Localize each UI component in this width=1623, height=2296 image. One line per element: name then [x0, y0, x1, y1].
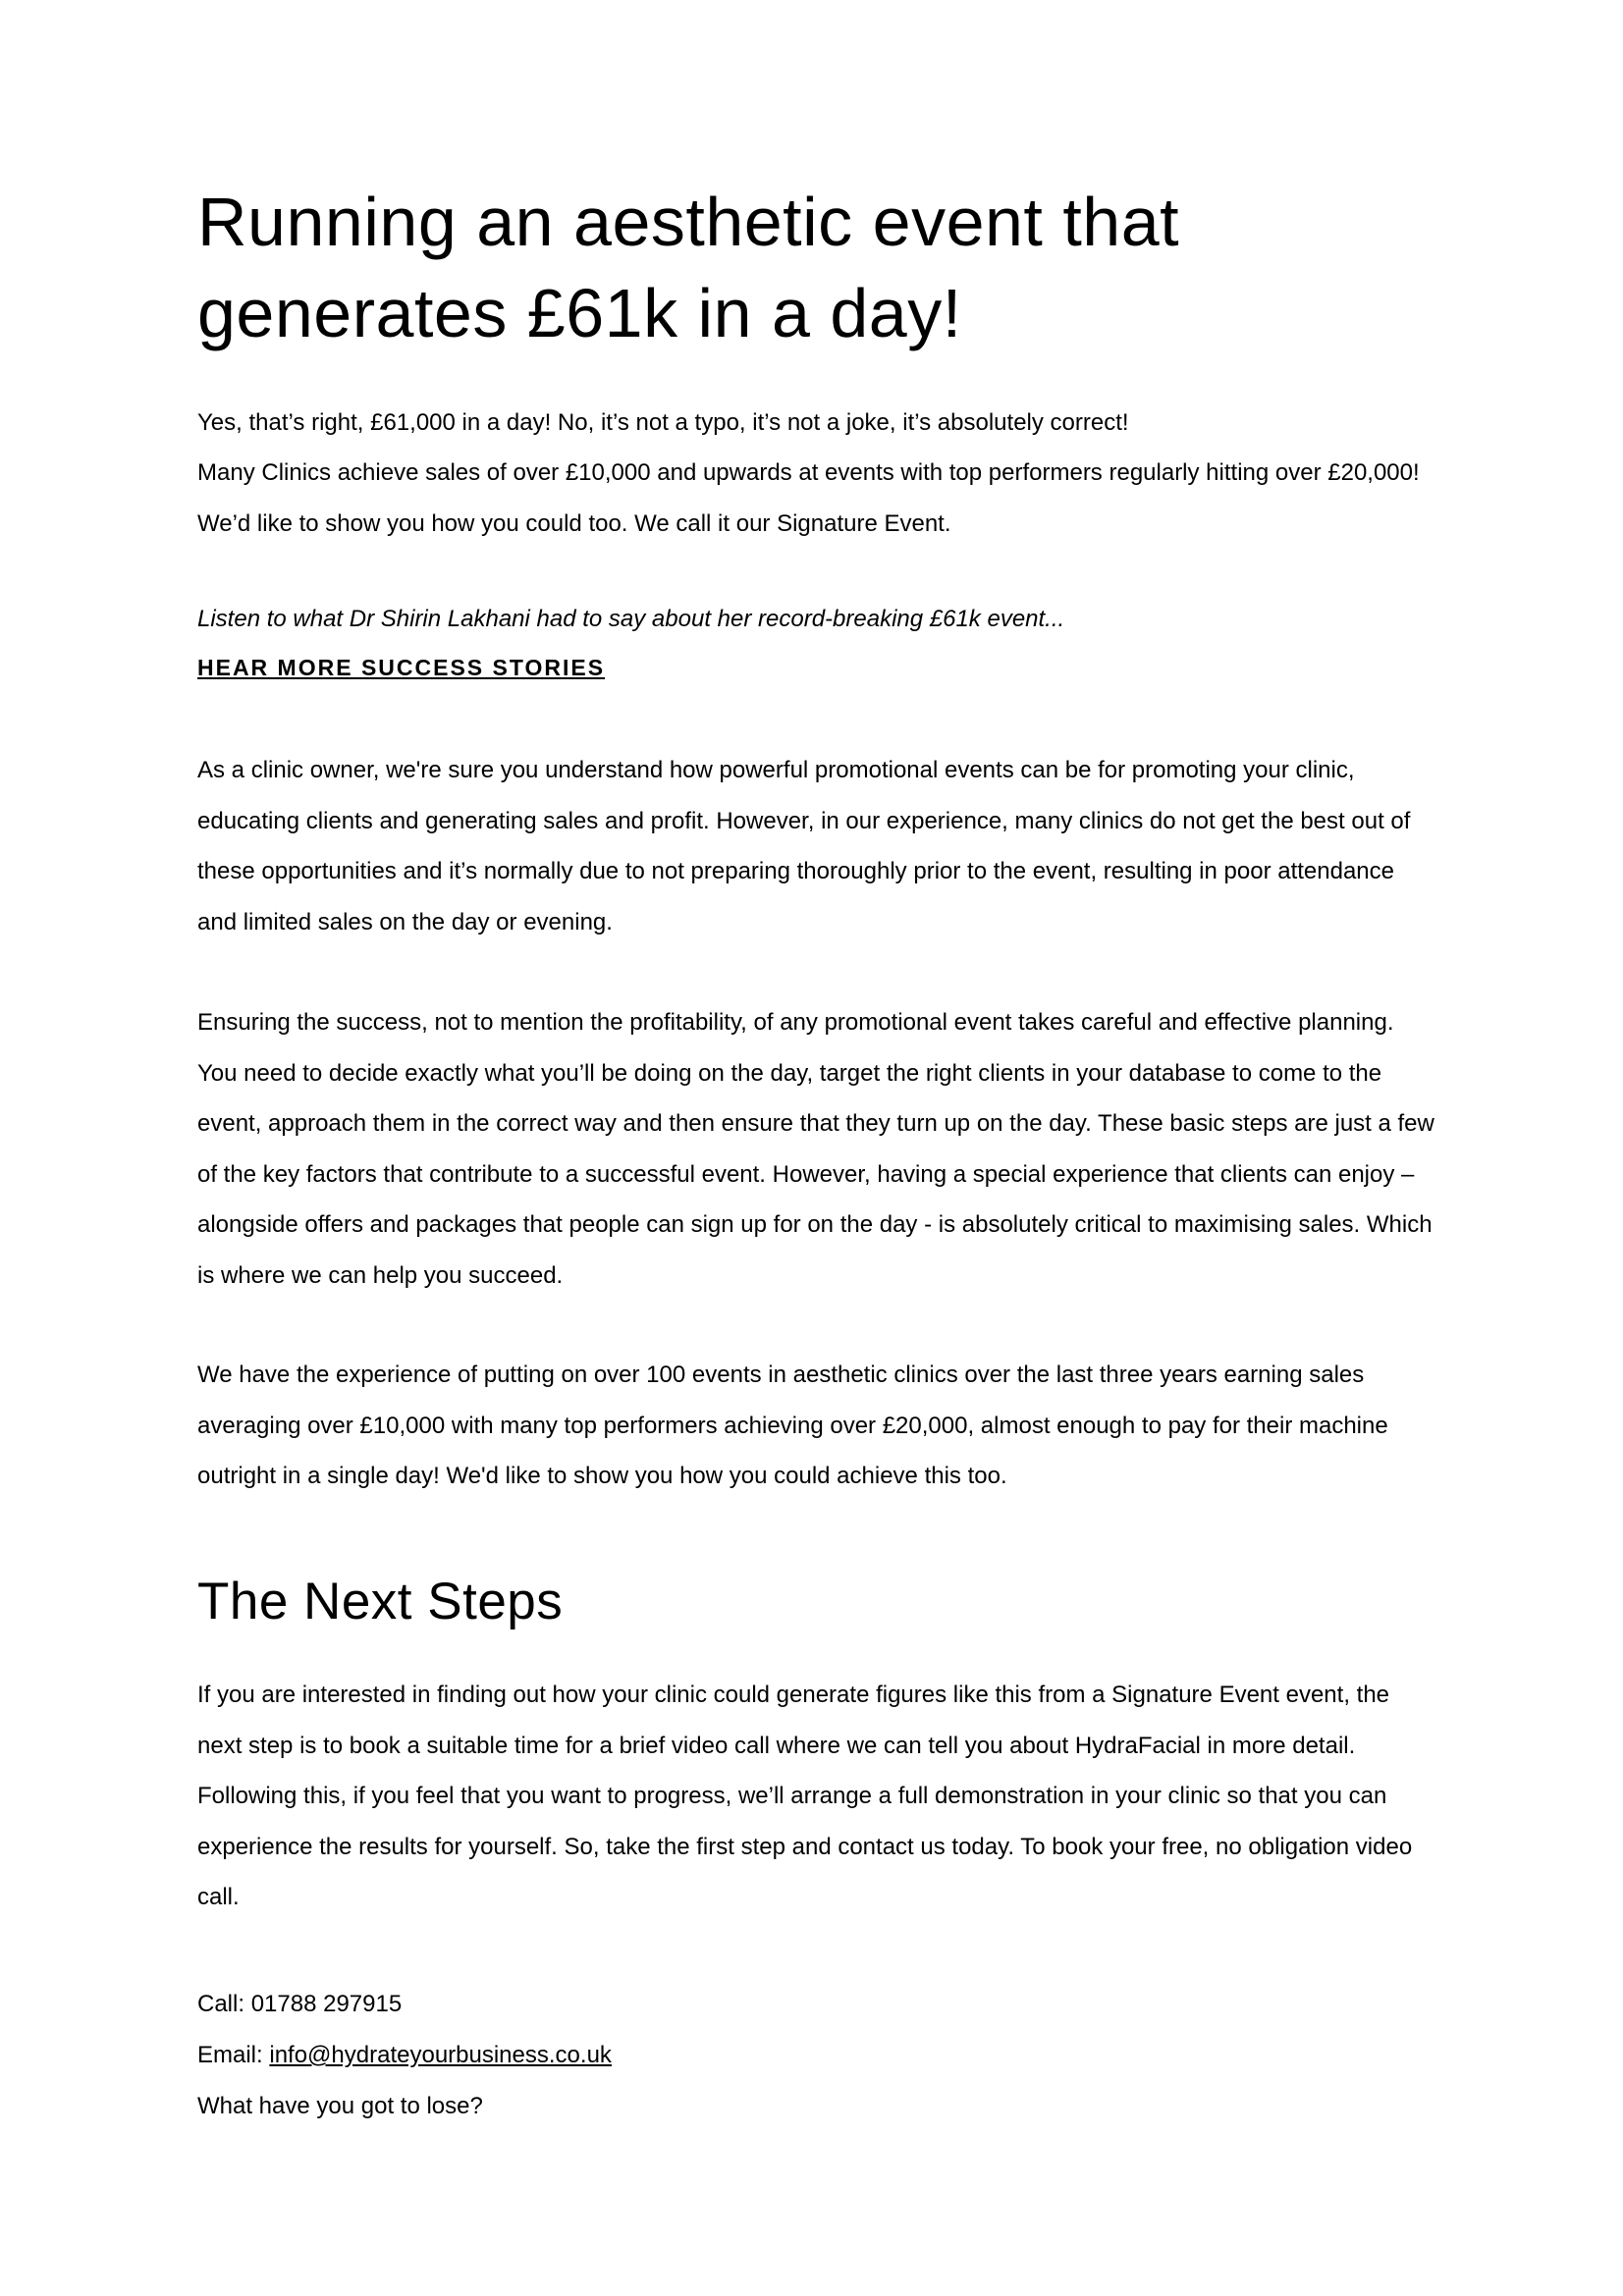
next-steps-paragraph: If you are interested in finding out how your clinic could generate figures like this from a Signature Event event, the next step is to book a suitable time for a brief video call where we can tell you about HydraFacial in more detail. Following this, if you feel that you want to progress, we’ll arrange a full demonstration in your clinic so that you can experience the results for yourself. So, take the first step and contact us today. To book your free, no obligation video call. — [197, 1682, 1413, 1910]
hear-more-success-stories-link[interactable]: HEAR MORE SUCCESS STORIES — [197, 655, 606, 680]
email-link[interactable]: info@hydrateyourbusiness.co.uk — [269, 2042, 612, 2068]
phone-number: 01788 297915 — [250, 1991, 403, 2017]
intro-line-1: Yes, that’s right, £61,000 in a day! No, it’s not a typo, it’s not a joke, it’s absolutely correct! — [197, 409, 1129, 436]
paragraph-clinic-owner: As a clinic owner, we're sure you understand how powerful promotional events can be for promoting your clinic, educating clients and generating sales and profit. However, in our experience, many clinics do not get the best out of these opportunities and it’s normally due to not preparing thoroughly prior to the event, resulting in poor attendance and limited sales on the day or evening. — [197, 757, 1411, 935]
testimonial-caption: Listen to what Dr Shirin Lakhani had to say about her record-breaking £61k event... — [197, 606, 1065, 632]
paragraph-planning: Ensuring the success, not to mention the profitability, of any promotional event takes careful and effective planning. You need to decide exactly what you’ll be doing on the day, target the right clients in your database to come to the event, approach them in the correct way and then ensure that they turn up on the day. These basic steps are just a few of the key factors that contribute to a successful event. However, having a special experience that clients can enjoy – alongside offers and packages that people can sign up for on the day - is absolutely critical to maximising sales. Which is where we can help you succeed. — [197, 1009, 1434, 1289]
call-label: Call: — [197, 1991, 245, 2017]
success-stories-row — [197, 648, 605, 688]
paragraph-experience: We have the experience of putting on over 100 events in aesthetic clinics over the last three years earning sales averaging over £10,000 with many top performers achieving over £20,000, almost enough to pay for their machine outright in a single day! We'd like to show you how you could achieve this too. — [197, 1362, 1388, 1489]
intro-line-2: Many Clinics achieve sales of over £10,000 and upwards at events with top performers regularly hitting over £20,000! We’d like to show you how you could too. We call it our Signature Event. — [197, 459, 1420, 537]
closing-question: What have you got to lose? — [197, 2093, 483, 2119]
contact-phone-row — [197, 1985, 402, 2024]
page-title: Running an aesthetic event that generates £61k in a day! — [197, 184, 1180, 351]
email-label: Email: — [197, 2042, 263, 2068]
next-steps-heading: The Next Steps — [197, 1573, 564, 1630]
contact-email-row — [197, 2036, 612, 2075]
